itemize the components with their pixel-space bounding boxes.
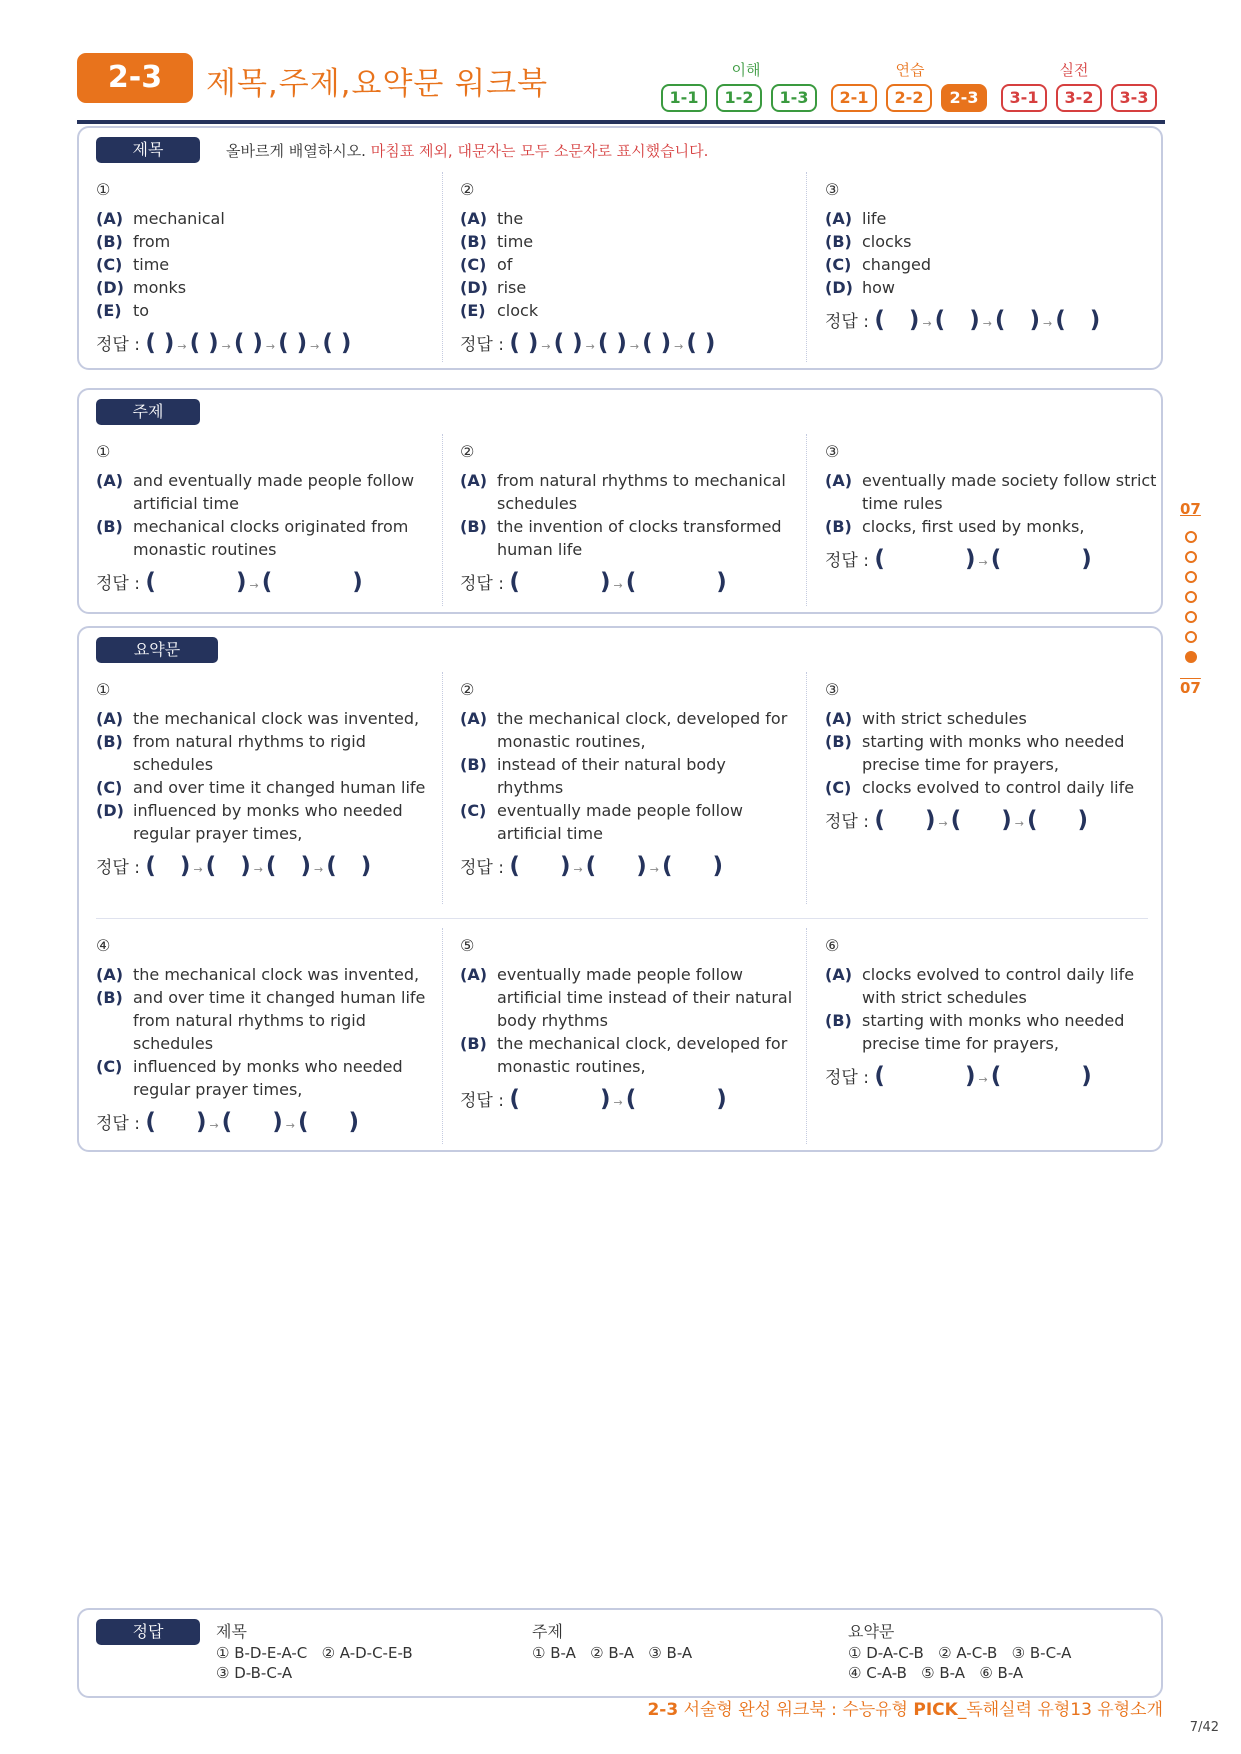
column-divider	[442, 928, 443, 1144]
option-item: (B) mechanical clocks originated from monastic routines	[96, 517, 409, 559]
option-item: (C) clocks evolved to control daily life	[825, 778, 1135, 797]
instruction-main: 올바르게 배열하시오.	[226, 142, 371, 160]
option-item: (A) the	[460, 209, 524, 228]
question-number: ②	[460, 442, 475, 461]
summary-question-4	[96, 934, 431, 1137]
answer-key-title-head: 제목	[216, 1622, 247, 1641]
option-item: (A) and eventually made people follow artificial time	[96, 471, 415, 513]
side-page-top: 07	[1180, 500, 1201, 518]
answer-blanks[interactable]: 정답 : ( ) → ( )	[460, 569, 727, 595]
option-item: (A) eventually made people follow artificial time instead of their natural body rhythms	[460, 965, 793, 1030]
option-item: (C) time	[96, 255, 170, 274]
header-divider	[77, 120, 1165, 124]
answer-blanks[interactable]: 정답 : ( ) → ( )	[825, 546, 1092, 572]
summary-question-6	[825, 934, 1160, 1091]
option-item: (B) and over time it changed human life from natural rhythms to rigid schedules	[96, 988, 426, 1053]
option-item: (B) from	[96, 232, 171, 251]
option-item: (D) influenced by monks who needed regular prayer times,	[96, 801, 403, 843]
option-item: (B) from natural rhythms to rigid schedules	[96, 732, 366, 774]
option-item: (A) clocks evolved to control daily life with strict schedules	[825, 965, 1135, 1007]
progress-dot[interactable]	[1185, 591, 1197, 603]
option-item: (B) the mechanical clock, developed for monastic routines,	[460, 1034, 788, 1076]
option-item: (C) and over time it changed human life	[96, 778, 426, 797]
progress-dot-active[interactable]	[1185, 651, 1197, 663]
question-number: ①	[96, 180, 111, 199]
answer-blanks[interactable]: 정답 : ( ) → ( ) → ( ) → ( )	[825, 307, 1101, 333]
option-item: (B) time	[460, 232, 534, 251]
option-item: (C) eventually made people follow artificial time	[460, 801, 743, 843]
summary-question-1	[96, 678, 431, 881]
summary-question-3	[825, 678, 1160, 835]
answer-blanks[interactable]: 정답 : ( ) → ( )	[825, 1063, 1092, 1089]
column-divider	[806, 172, 807, 362]
answer-key-tag: 정답	[96, 1619, 200, 1645]
topic-question-1	[96, 440, 431, 597]
progress-dot[interactable]	[1185, 531, 1197, 543]
option-item: (A) from natural rhythms to mechanical schedules	[460, 471, 786, 513]
group-label-real: 실전	[1059, 61, 1089, 79]
answer-key-title: ① B-D-E-A-C ② A-D-C-E-B ③ D-B-C-A	[216, 1644, 413, 1682]
option-item: (D) monks	[96, 278, 187, 297]
question-number: ⑤	[460, 936, 475, 955]
option-item: (D) rise	[460, 278, 527, 297]
answer-blanks[interactable]: 정답 : ( ) → ( )	[460, 1086, 727, 1112]
question-number: ①	[96, 680, 111, 699]
option-item: (A) the mechanical clock was invented,	[96, 709, 420, 728]
step-2-3[interactable]: 2-3	[941, 84, 987, 112]
instruction	[226, 140, 708, 161]
footer-caption: 2-3 서술형 완성 워크북 : 수능유형 PICK_독해실력 유형13 유형소개	[647, 1700, 1163, 1720]
option-item: (A) life	[825, 209, 887, 228]
answer-key-topic-head: 주제	[532, 1622, 563, 1641]
column-divider	[806, 928, 807, 1144]
answer-blanks[interactable]: 정답 : ( ) → ( ) → ( )	[460, 853, 724, 879]
step-2-1[interactable]: 2-1	[831, 84, 877, 112]
column-divider	[806, 672, 807, 904]
option-item: (E) to	[96, 301, 150, 320]
progress-dot[interactable]	[1185, 611, 1197, 623]
answer-blanks[interactable]: 정답 : ( ) → ( ) → ( ) → ( )	[96, 853, 372, 879]
instruction-note: 마침표 제외, 대문자는 모두 소문자로 표시했습니다.	[370, 142, 709, 160]
column-divider	[442, 434, 443, 606]
answer-key-summary-head: 요약문	[848, 1622, 895, 1641]
progress-dot[interactable]	[1185, 551, 1197, 563]
option-item: (B) starting with monks who needed precise time for prayers,	[825, 732, 1125, 774]
summary-question-2	[460, 678, 795, 881]
question-number: ③	[825, 680, 840, 699]
step-3-3[interactable]: 3-3	[1111, 84, 1157, 112]
page-number: 7/42	[1189, 1720, 1219, 1735]
title-tag: 제목	[96, 137, 200, 163]
title-question-2	[460, 178, 795, 358]
column-divider	[806, 434, 807, 606]
page-title: 제목,주제,요약문 워크북	[206, 66, 549, 102]
step-1-2[interactable]: 1-2	[716, 84, 762, 112]
topic-tag: 주제	[96, 399, 200, 425]
step-1-1[interactable]: 1-1	[661, 84, 707, 112]
option-item: (C) changed	[825, 255, 932, 274]
question-number: ④	[96, 936, 111, 955]
option-item: (B) clocks	[825, 232, 912, 251]
option-item: (B) starting with monks who needed precise time for prayers,	[825, 1011, 1125, 1053]
step-2-2[interactable]: 2-2	[886, 84, 932, 112]
step-1-3[interactable]: 1-3	[771, 84, 817, 112]
option-item: (D) how	[825, 278, 896, 297]
option-item: (E) clock	[460, 301, 539, 320]
progress-dot[interactable]	[1185, 571, 1197, 583]
option-item: (B) the invention of clocks transformed human life	[460, 517, 782, 559]
question-number: ③	[825, 442, 840, 461]
answer-key-topic: ① B-A ② B-A ③ B-A	[532, 1644, 693, 1662]
title-question-1	[96, 178, 431, 358]
option-item: (B) clocks, first used by monks,	[825, 517, 1085, 536]
column-divider	[442, 172, 443, 362]
option-item: (A) eventually made society follow strict time rules	[825, 471, 1157, 513]
topic-question-2	[460, 440, 795, 597]
question-number: ③	[825, 180, 840, 199]
option-item: (A) the mechanical clock, developed for monastic routines,	[460, 709, 788, 751]
answer-key-summary: ① D-A-C-B ② A-C-B ③ B-C-A ④ C-A-B ⑤ B-A ⑥ B-A	[848, 1644, 1072, 1682]
answer-blanks[interactable]: 정답 : ( ) → ( ) → ( )	[96, 1109, 360, 1135]
step-3-2[interactable]: 3-2	[1056, 84, 1102, 112]
title-question-3	[825, 178, 1160, 335]
option-item: (A) mechanical	[96, 209, 225, 228]
progress-dot[interactable]	[1185, 631, 1197, 643]
question-number: ①	[96, 442, 111, 461]
column-divider	[442, 672, 443, 904]
option-item: (A) the mechanical clock was invented,	[96, 965, 420, 984]
option-item: (A) with strict schedules	[825, 709, 1027, 728]
section-badge: 2-3	[77, 53, 193, 103]
row-divider	[96, 918, 1148, 919]
option-item: (B) instead of their natural body rhythms	[460, 755, 726, 797]
answer-blanks[interactable]: 정답 : ( ) → ( ) → ( )	[825, 807, 1089, 833]
question-number: ⑥	[825, 936, 840, 955]
group-label-practice: 연습	[895, 61, 925, 79]
summary-question-5	[460, 934, 795, 1114]
question-number: ②	[460, 680, 475, 699]
option-item: (C) influenced by monks who needed regular prayer times,	[96, 1057, 403, 1099]
option-item: (C) of	[460, 255, 513, 274]
side-page-bottom: 07	[1180, 679, 1201, 697]
answer-blanks[interactable]: 정답 : ( ) → ( ) → ( ) → ( ) → ( )	[96, 330, 352, 356]
answer-blanks[interactable]: 정답 : ( ) → ( ) → ( ) → ( ) → ( )	[460, 330, 716, 356]
answer-blanks[interactable]: 정답 : ( ) → ( )	[96, 569, 363, 595]
topic-question-3	[825, 440, 1160, 574]
summary-tag: 요약문	[96, 637, 218, 663]
group-label-understand: 이해	[731, 61, 761, 79]
question-number: ②	[460, 180, 475, 199]
step-3-1[interactable]: 3-1	[1001, 84, 1047, 112]
